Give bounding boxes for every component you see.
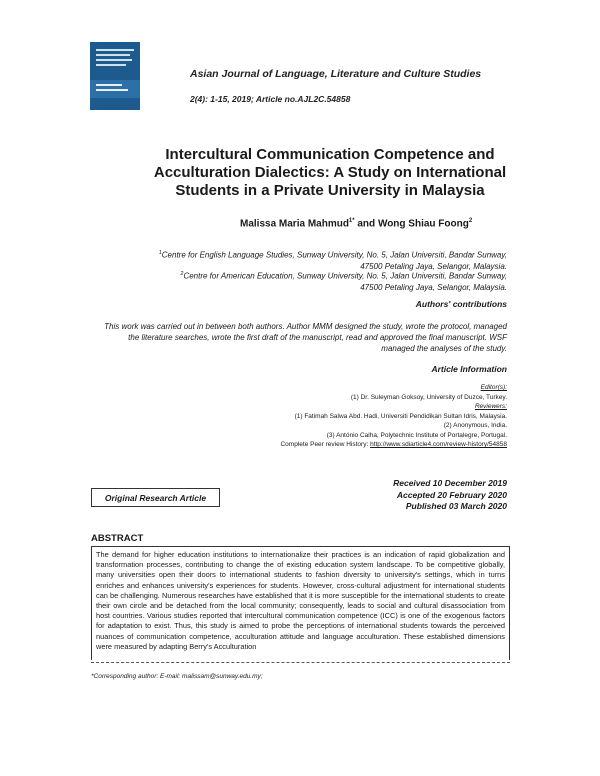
abstract-heading: ABSTRACT: [91, 533, 144, 544]
paper-title-line: Acculturation Dialectics: A Study on International: [153, 164, 507, 181]
journal-citation: 2(4): 1-15, 2019; Article no.AJL2C.54858: [190, 94, 351, 104]
editor-label: Editor(s):: [480, 384, 507, 391]
reviewers-label: Reviewers:: [474, 403, 507, 410]
review-history-link[interactable]: http://www.sdiarticle4.com/review-history/54858: [370, 441, 507, 448]
paper-title: [130, 146, 530, 200]
author-affiliation-mark: 2: [468, 218, 473, 224]
affiliation: [180, 269, 507, 293]
reviewer-entry: (1) Fatimah Salwa Abd. Hadi, Universiti Pendidikan Sultan Idris, Malaysia.: [294, 412, 507, 420]
journal-name: Asian Journal of Language, Literature and Culture Studies: [190, 68, 482, 80]
authors-contributions-text: This work was carried out in between both authors. Author MMM designed the study, wrote the protocol, managed the literature searches, wrote the first draft of the manuscript, read and approved the final manuscript. WSF managed the analyses of the study.: [104, 322, 507, 353]
affiliation-mark: 2: [180, 271, 184, 277]
reviewer-entry: (3) António Calha, Polytechnic Institute of Portalegre, Portugal.: [326, 431, 507, 439]
journal-cover-thumbnail: [90, 42, 140, 110]
affiliation-mark: 1: [158, 250, 162, 256]
affiliation-line: Centre for English Language Studies, Sunway University, No. 5, Jalan Universiti, Bandar Sunway,: [161, 250, 507, 260]
received-date: Received 10 December 2019: [393, 478, 507, 488]
review-history-label: Complete Peer review History:: [280, 441, 371, 448]
editor-reviewer-block: [280, 383, 507, 450]
reviewer-entry: (2) Anonymous, India.: [443, 422, 507, 429]
published-date: Published 03 March 2020: [405, 501, 507, 511]
accepted-date: Accepted 20 February 2020: [396, 489, 507, 500]
corresponding-author-footnote: *Corresponding author: E-mail: malissam@sunway.edu.my;: [91, 673, 263, 680]
author-connector: and: [354, 218, 378, 230]
affiliation-line: 47500 Petaling Jaya, Selangor, Malaysia.: [360, 282, 507, 292]
author-name: Malissa Maria Mahmud: [240, 218, 349, 230]
author-affiliation-mark: 1*: [348, 218, 355, 224]
article-information-heading: Article Information: [431, 364, 507, 374]
paper-title-line: Students in a Private University in Malaysia: [175, 182, 485, 199]
publication-dates: [393, 478, 507, 513]
authors-contributions-heading: Authors' contributions: [415, 299, 507, 309]
author-list: [240, 218, 472, 229]
paper-title-line: Intercultural Communication Competence and: [165, 146, 495, 163]
abstract-body: The demand for higher education institutions to internationalize their practices is an indication of rapid globalization and transformation processes, contributing to change the of existing education system landscape. To be competitive globally, many universities open their doors to international students to fashion diversity to university's settings, which in turns enriches and enhances university's experiences for students. However, cross-cultural adjustment for international students can be challenging. Numerous researches have established that it is more susceptible for the international students to create their own circle and be detached from the local community; consequently, leads to social and cultural disassociation from host countries. Various studies reported that intercultural communication competence (ICC) is one of the exogenous factors for adaptation to exist. Thus, this study is aimed to probe the perceptions of international students towards the perceived nuances of communication competence, acculturation attitude and language acculturation. These established dimensions were measured by adapting Berry's Acculturation: [91, 546, 510, 660]
author-name: Wong Shiau Foong: [377, 218, 469, 230]
affiliation-line: 47500 Petaling Jaya, Selangor, Malaysia.: [360, 261, 507, 271]
editor-entry: (1) Dr. Suleyman Goksoy, University of Duzce, Turkey.: [350, 393, 507, 401]
article-type-badge: Original Research Article: [91, 488, 220, 507]
footnote-divider: [91, 662, 510, 663]
review-history: [280, 440, 507, 450]
affiliation-line: Centre for American Education, Sunway University, No. 5, Jalan Universiti, Bandar Sunway,: [183, 271, 507, 281]
